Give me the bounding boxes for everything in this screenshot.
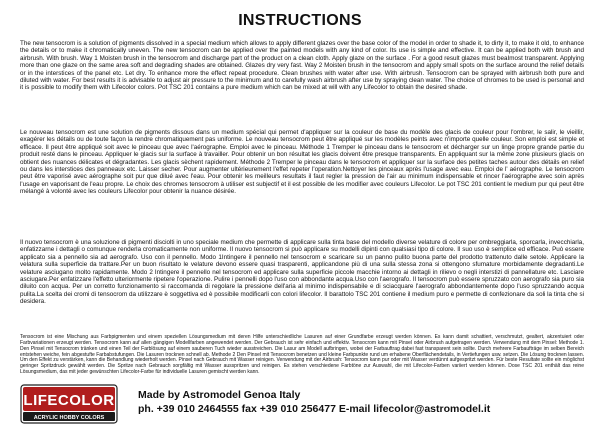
paragraph-french: Le nouveau tensocrom est une solution de pigments dissous dans un medium spécial qui permet d'appliquer sur la couleur de base du modèle des glacis de couleur pour l'ombrer, le salir, le vieillir, exagérer les détails ou de toute façon la rendre chromatiquement pas uniforme. Le nouveau tensocrom peut être appliqué sur les modèles peints avec n'importe quelle couleur. Son emploi est simple et efficace. Il peut être appliqué soit avec le pinceau que avec l'aérographe. Emploi avec le pinceau. Méthode 1 Tremper le pinceau dans le tensocrom et décharger sur un linge propre grande partie du produit resté dans le pinceau. Appliquer le glacis sur la surface à travailler. Pour obtenir un bon résultat les glacis doivent être presque transparents. En appliquant sur la même zone plusieurs glacis on obtient des nuances délicates et dégradantes. Les glacis sèchent rapidement. Méthode 2 Tremper le pinceau dans le tensocrom et appliquer sur la surface des petites taches autour des détails en relief ou dans les interstices des panneaux etc. Laisser secher. Pour augmenter ultérieurement l'effet repeter l'operation.Nettoyer les pinceaux après l'usage avec eau. Emploi de l' aérographe. Le tensocrom peut être vaporisé avec aérographe soit pur que dilué avec l'eau. Pour obtenir les meilleurs resultats il faut regler la pression de l'air au minimum indispensable et rincer l'aérographe avec soin après l'usage en vaporisant de l'eau propre. Le choix des chromes tensocrom à utiliser est subjectif et il est possible de les modifier avec couleurs Lifecolor. Le pot TSC 201 contient le medium pur qui peut être mélangé à volonté avec les couleurs Lifecolor pour obtenir la nuance désirée. [20, 129, 584, 196]
footer [20, 376, 584, 430]
page-title: INSTRUCTIONS [238, 12, 362, 29]
logo-tagline-text: ACRYLIC HOBBY COLORS [33, 415, 105, 421]
logo-brand-text: LIFECOLOR [23, 392, 115, 409]
contact-info [138, 389, 490, 416]
lifecolor-logo [20, 384, 118, 424]
paragraph-italian: Il nuovo tensocrom è una soluzione di pigmenti disciolti in uno speciale medium che permette di applicare sulla tinta base del modello diverse velature di colore per ombreggiarla, sporcarla, invecchiarla, enfatizzarne i dettagli o comunque renderla cromaticamente non uniforme. Il nuovo tensocrom si può applicare su modelli dipinti con qualsiasi tipo di colore. Il suo uso è semplice ed efficace. Può essere applicato sia a pennello sia ad aerografo. Uso con il pennello. Modo 1Intingere il pennello nel tensocrom e scaricare su un panno pulito buona parte del prodotto trattenuto dalle setole. Applicare la velatura sulla superficie da trattare.Per un buon risultato le velature devono essere quasi trasparenti, applicandone più di una sulla stessa zona si ottengono sfumature morbidamente degradanti.Le velature asciugano molto rapidamente. Modo 2 Intingere il pennello nel tensocrom ed applicare sulla superficie piccole macchie intorno ai dettagli in rilievo o negli interstizi di pannellature etc. Lasciare asciugare.Per enfatizzare l'effetto ulteriormente ripetere l'operazione. Pulire i pennelli dopo l'uso con abbondante acqua.Uso con l'aerografo. Il tensocrom può essere spruzzato con aerografo sia puro sia diluito con acqua. Per un corretto funzionamento si raccomanda di regolare la pressione dell'aria al minimo indispensabile e di sciacquare l'aerografo abbondantemente dopo l'uso spruzzando acqua pulita.La scelta dei cromi di tensocrom da utilizzare è soggettiva ed è possibile modificarli con colori lifecolor. Il barattolo TSC 201 contiene il medium puro e permette di confezionare da soli la tinta che si desidera. [20, 239, 584, 306]
maker-line: Made by Astromodel Genoa Italy [138, 389, 301, 401]
contact-line: ph. +39 010 2464555 fax +39 010 256477 E-mail lifecolor@astromodel.it [138, 402, 491, 415]
paragraph-german: Tensocrom ist eine Mischung aus Farbpigmenten und einem speziellen Lösungsmedium mit deren Hilfe unterschiedliche Lasuren auf einer Grundfarbe erzeugt werden können. Es kann damit schattiert, verschmutzt, gealtert, akzentuiert oder Farbvariationen erzeugt werden. Tensocrom kann auf allen gängigen Modellfarben angewendet werden. Der Gebrauch ist sehr einfach und effektiv. Tensocrom kann mit Pinsel oder Airbrush aufgetragen werden. Verwendung mit dem Pinsel: Methode 1. Den Pinsel mit Tensocrom tränken und einen Teil der Farblösung auf einem sauberen Tuch wieder ausstreichen. Die Lasur am Modell aufbringen, wobei der Farbauftrag dabei fast transparent sein sollte. Durch mehrere Farbaufträge im selben Bereich entstehen weiche, fein abgestufte Farbabstufungen. Die Lasuren trocknen schnell ab. Methode 2 Den Pinsel mit Tensocrom benetzen und kleine Farbpunkte rund um erhabene Oberflächendetails, in Vertiefungen usw. setzen. Die Lösung trocknen lassen. Um den Effekt zu verstärken, kann die Behandlung wiederholt werden. Pinsel nach Gebrauch mit Wasser reinigen. Verwendung mit der Airbrush: Tensocrom kann pur oder mit Wasser verdünnt aufgespritzt werden. Für beste Resultate sollte ein möglichst geringer Spritzdruck gewählt werden. Die Spritze nach Gebrauch sorgfältig mit Wasser ausspritzen und reinigen. Es stehen verschiedene Farbtöne zur Auswahl, die mit Lifecolor-Farben variiert werden können. Dose TSC 201 enthält das reine Lösungsmedium, das mit jeder gewünschten Lifecolor-Farbe für individuelle Lasuren gemischt werden kann. [20, 334, 584, 376]
paragraph-english: The new tensocrom is a solution of pigments dissolved in a special medium which allows to apply different glazes over the base color of the model in order to shade it, to dirty it, to make it old, to enhance the details or to make it chromatically uneven. The new tensocrom can be applied over the painted models with any kind of color. Its use is simple and effective. It can be applied both with brush and airbrush. With brush. Way 1 Moisten brush in the tensocrom and discharge part of the product on a clean cloth. Apply glaze on the surface . For a good result glazes must beaImost transparent. Applying more than one glaze on the same area soft and degrading shades are obtained. Glazes dry very fast. Way 2 Moisten brush in the tensocrom and apply small spots on the surface around the relief details or in the interstices of the panel etc. Let dry. To enhance more the effect repeat procedure. Clean brushes with water after use. With airbrush. Tensocrom can be sprayed with airbrush both pure and diluted with water. For best results it is advisable to adjust air pressure to the minimum and to carefully wash airbrush after use by spraying clean water. The choice of chromes to be used is personal and it is possible to modify them with Lifecolor colors. Pot TSC 201 contains a pure medium which can be mixed at will with any Lifecolor to obtain the desired shade. [20, 40, 584, 92]
